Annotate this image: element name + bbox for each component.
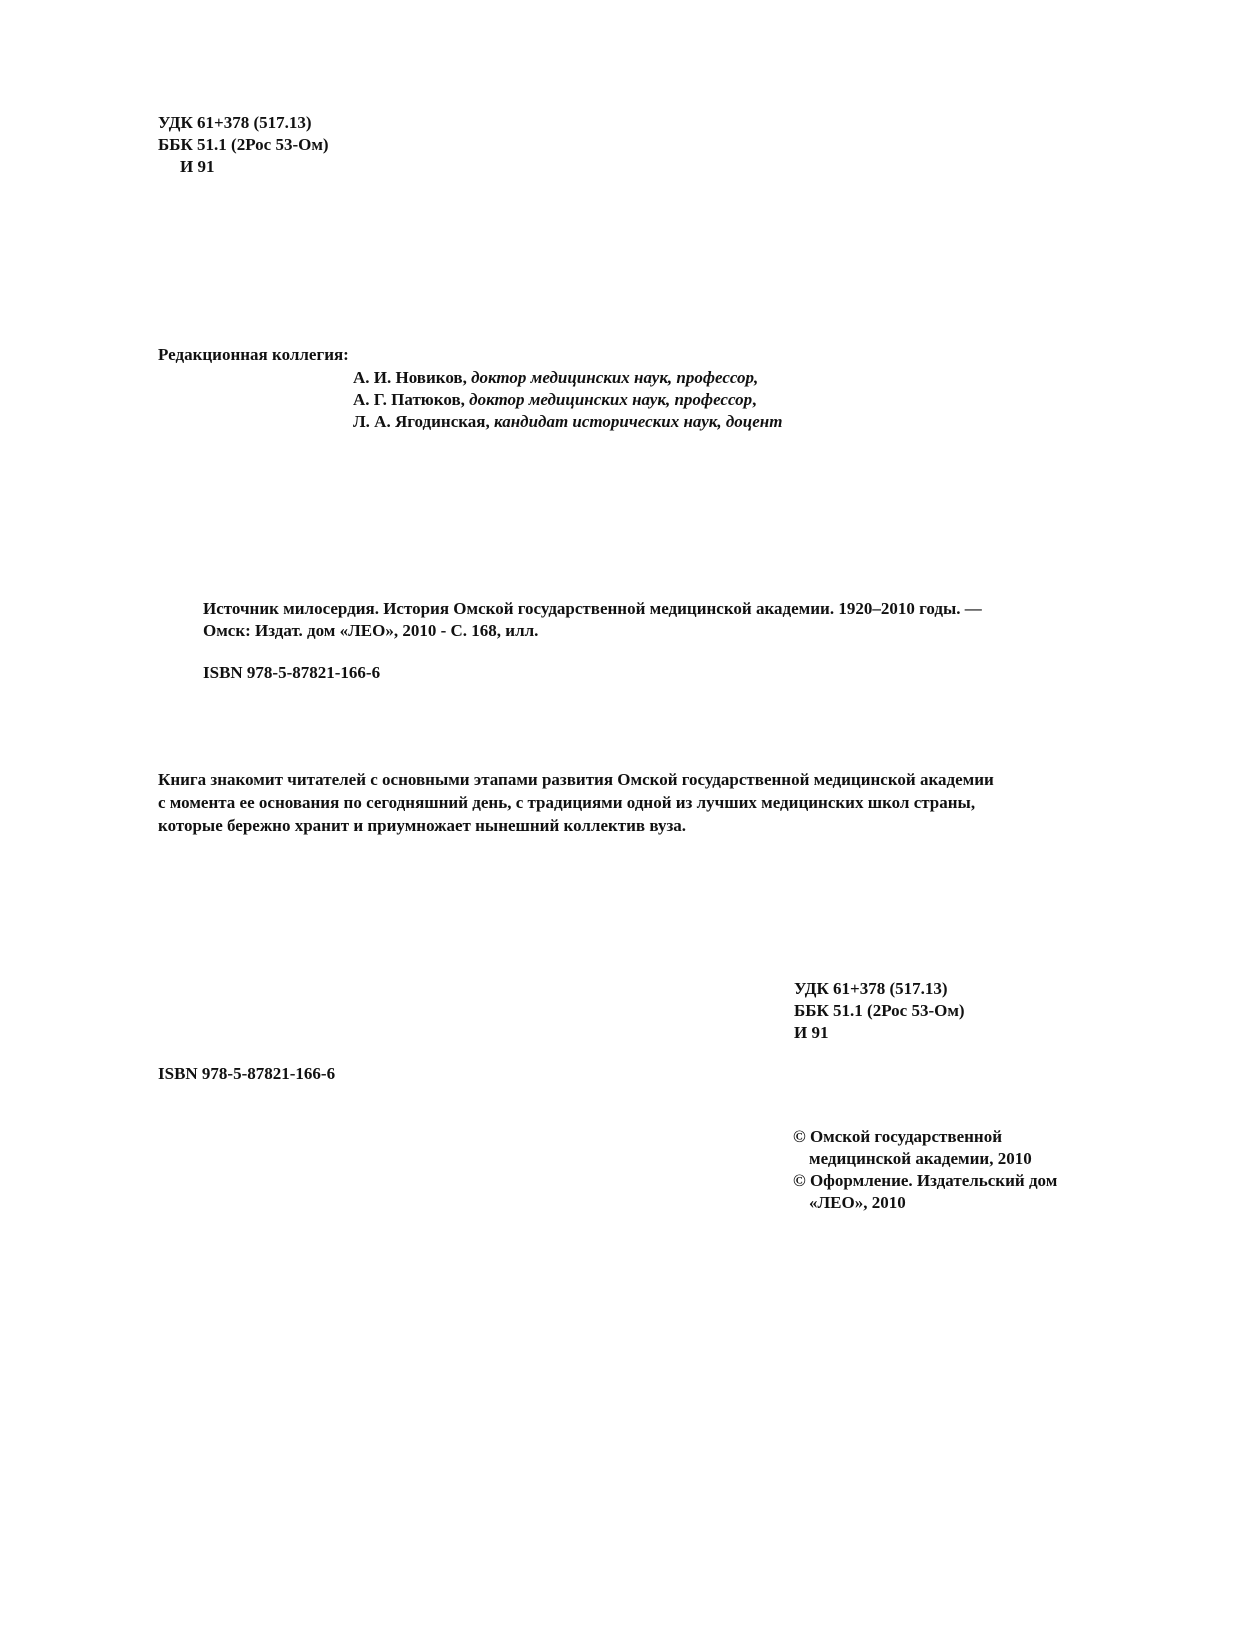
footer-isbn: ISBN 978-5-87821-166-6 bbox=[158, 1064, 336, 1083]
udk-code: УДК 61+378 (517.13) bbox=[794, 979, 948, 998]
board-member bbox=[353, 411, 782, 433]
board-member bbox=[353, 367, 782, 389]
footer-codes bbox=[794, 978, 965, 1044]
copyright-line: медицинской академии, 2010 bbox=[809, 1149, 1032, 1168]
bbk-code: ББК 51.1 (2Рос 53-Ом) bbox=[794, 1001, 965, 1020]
copyright-line: © Омской государственной bbox=[793, 1127, 1003, 1146]
copyright-block bbox=[793, 1126, 1057, 1214]
header-codes bbox=[158, 112, 329, 178]
copyright-line: «ЛЕО», 2010 bbox=[809, 1193, 906, 1212]
bibliographic-description bbox=[203, 598, 982, 642]
board-member-name: А. И. Новиков, bbox=[353, 368, 467, 387]
bbk-code: ББК 51.1 (2Рос 53-Ом) bbox=[158, 135, 329, 154]
board-member bbox=[353, 389, 782, 411]
board-member-tail: , доцент bbox=[717, 412, 783, 431]
annotation-line: которые бережно хранит и приумножает нынешний коллектив вуза. bbox=[158, 816, 687, 835]
annotation-line: Книга знакомит читателей с основными этапами развития Омской государственной медицинской академии bbox=[158, 770, 994, 789]
annotation bbox=[158, 768, 994, 837]
author-mark: И 91 bbox=[180, 157, 215, 176]
board-member-name: Л. А. Ягодинская, bbox=[353, 412, 490, 431]
annotation-line: с момента ее основания по сегодняшний день, с традициями одной из лучших медицинских школ страны, bbox=[158, 793, 976, 812]
board-member-title: доктор медицинских наук, профессор, bbox=[471, 368, 759, 387]
bibliographic-isbn: ISBN 978-5-87821-166-6 bbox=[203, 663, 381, 682]
bibliographic-line: Источник милосердия. История Омской государственной медицинской академии. 1920–2010 годы. — bbox=[203, 599, 982, 618]
board-member-title: доктор медицинских наук, профессор bbox=[469, 390, 753, 409]
board-member-title: кандидат исторических наук bbox=[494, 412, 718, 431]
editorial-board-heading: Редакционная коллегия: bbox=[158, 345, 349, 364]
board-member-name: А. Г. Патюков, bbox=[353, 390, 465, 409]
editorial-board-members bbox=[353, 367, 782, 433]
udk-code: УДК 61+378 (517.13) bbox=[158, 113, 312, 132]
board-member-tail: , bbox=[752, 390, 757, 409]
author-mark: И 91 bbox=[794, 1023, 829, 1042]
copyright-line: © Оформление. Издательский дом bbox=[793, 1171, 1058, 1190]
bibliographic-line: Омск: Издат. дом «ЛЕО», 2010 - С. 168, илл. bbox=[203, 621, 539, 640]
